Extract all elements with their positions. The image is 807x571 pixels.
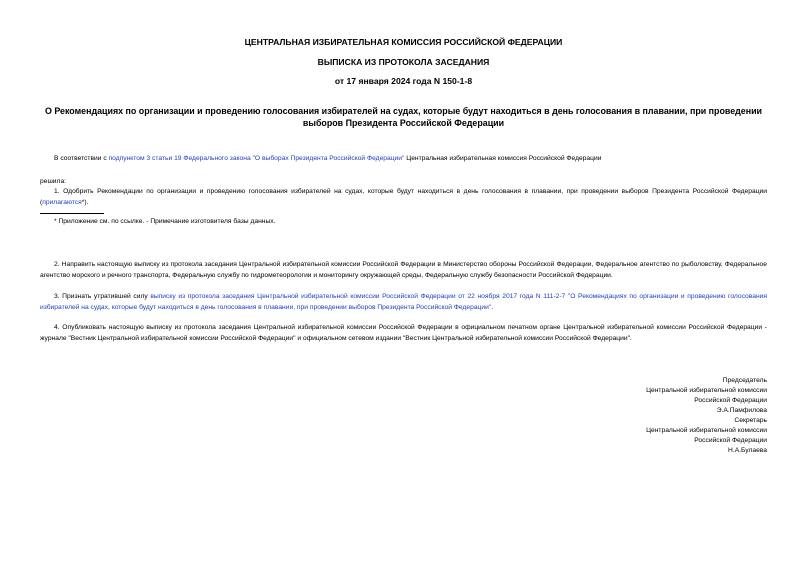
intro-text-before: В соответствии с	[54, 155, 109, 162]
footnote	[40, 217, 767, 228]
item-3-paragraph	[40, 292, 767, 313]
item-4-text: 4. Опубликовать настоящую выписку из протокола заседания Центральной избирательной комиссии Российской Федерации в официальном печатном органе Центральной избирательной комиссии Российской Федерации - журнале "Вестник Центральной избирательной комиссии Российской Федерации" и официальном сетевом издании "Вестник Центральной избирательной комиссии Российской Федерации".	[40, 324, 767, 342]
secretary-org-line-1: Центральной избирательной комиссии	[646, 427, 767, 434]
resolved-label: решила:	[40, 178, 67, 185]
repealed-protocol-link[interactable]: выписку из протокола заседания Центральной избирательной комиссии Российской Федерации от 22 ноября 2017 года N 111-2-7 "О Рекомендациях по организации и проведению голосования избирателей на судах, которые будут находиться в день голосования в плавании, при проведении выборов Президента Российской Федерации"	[40, 293, 767, 311]
signature-block	[560, 376, 767, 456]
chair-org-line-2: Российской Федерации	[694, 397, 767, 404]
footnote-text: * Приложение см. по ссылке. - Примечание изготовителя базы данных.	[54, 218, 276, 225]
document-type-heading: ВЫПИСКА ИЗ ПРОТОКОЛА ЗАСЕДАНИЯ	[317, 57, 490, 67]
chair-title: Председатель	[722, 377, 767, 384]
law-link[interactable]: подпунктом 3 статьи 19 Федерального закона "О выборах Президента Российской Федерации"	[108, 155, 405, 162]
intro-paragraph	[40, 154, 767, 165]
document-date-number: от 17 января 2024 года N 150-1-8	[334, 76, 473, 86]
item-2-text: 2. Направить настоящую выписку из протокола заседания Центральной избирательной комиссии Российской Федерации в Министерство обороны Российской Федерации, Федеральное агентство по рыболовству, Федеральное агентство морского и речного транспорта, Федеральную службу по гидрометеорологии и мониторингу окружающей среды, Федеральную службу безопасности Российской Федерации.	[40, 261, 767, 279]
item-1-text: 1. Одобрить Рекомендации по организации и проведению голосования избирателей на судах, которые будут находиться в день голосования в плавании, при проведении выборов Президента Российской Федерации (	[40, 188, 767, 206]
secretary-name: Н.А.Булаева	[728, 447, 767, 454]
footnote-separator	[40, 213, 104, 214]
item-4-paragraph	[40, 323, 767, 344]
secretary-org-line-2: Российской Федерации	[694, 437, 767, 444]
item-1-paragraph	[40, 187, 767, 208]
item-2-paragraph	[40, 260, 767, 281]
document-title: О Рекомендациях по организации и проведению голосования избирателей на судах, которые будут находиться в день голосования в плавании, при проведении выборов Президента Российской Федерации	[44, 106, 762, 128]
item-3-text-before: 3. Признать утратившей силу	[54, 293, 151, 300]
item-1-after: *).	[81, 198, 89, 206]
appendix-link[interactable]: прилагаются	[42, 198, 82, 206]
commission-heading: ЦЕНТРАЛЬНАЯ ИЗБИРАТЕЛЬНАЯ КОМИССИЯ РОССИЙСКОЙ ФЕДЕРАЦИИ	[244, 37, 563, 47]
intro-text-after: Центральная избирательная комиссия Российской Федерации	[404, 155, 602, 162]
chair-org-line-1: Центральной избирательной комиссии	[646, 387, 767, 394]
secretary-title: Секретарь	[734, 417, 767, 424]
chair-name: Э.А.Памфилова	[716, 407, 767, 414]
item-3-text-after: .	[491, 303, 494, 311]
